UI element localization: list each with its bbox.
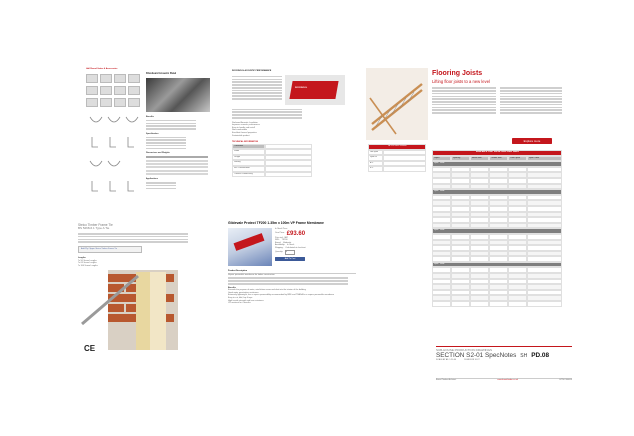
- title-block-footer: [436, 378, 572, 382]
- footer-phone: 07700 900000: [559, 379, 572, 381]
- title-block-header: SUB-HOUSE PRODUCTION DRAWINGS: [436, 348, 493, 352]
- brand-value: Glidevale: [282, 241, 292, 244]
- gutter-thumb[interactable]: [86, 86, 98, 95]
- benefits-list: [228, 286, 356, 305]
- benefit-item: Good water penetration resistance: [228, 291, 259, 294]
- rockwool-product-image: [285, 75, 345, 105]
- joist-illustration: [366, 68, 428, 140]
- gutter-thumb[interactable]: [100, 74, 112, 83]
- approved-spans-table: [368, 144, 426, 172]
- gutter-header: Half Round Gutter & Accessories: [86, 68, 118, 70]
- gutter-thumb[interactable]: [114, 74, 126, 83]
- span-col: Spacing: [451, 156, 470, 162]
- membrane-product-page: [228, 222, 356, 352]
- approval-label: Job span: [368, 150, 383, 156]
- quantity-label: Quantity:: [275, 250, 284, 253]
- tech-row-label: Fire Classification: [232, 166, 265, 172]
- vat-note: Price incl. VAT: [275, 236, 288, 239]
- gutter-thumb[interactable]: [86, 74, 98, 83]
- span-table-row: [432, 223, 562, 229]
- benefit-item: Extremely lightweight, has a vapour permeability recommended by BRE and TRADA for a vapour permeable membrane: [228, 294, 335, 297]
- sheet-label: SH: [520, 353, 528, 359]
- tech-info-header: TECHNICAL INFORMATION: [232, 141, 259, 144]
- gutter-thumb[interactable]: [86, 98, 98, 107]
- shipping-value: Calculated at checkout: [285, 246, 306, 249]
- applications-heading: Applications: [146, 178, 159, 181]
- feature-item: Sustainable product: [232, 134, 250, 137]
- gutter-thumb[interactable]: [128, 86, 140, 95]
- feature-item: Non-combustible: [232, 129, 248, 132]
- rockwool-feature-list: [232, 122, 352, 138]
- in-stock-label: In Stock Price: [275, 228, 288, 230]
- gutter-thumb[interactable]: [114, 98, 126, 107]
- span-table-cell: [508, 256, 527, 262]
- gutter-thumb[interactable]: [100, 86, 112, 95]
- add-to-cart-button[interactable]: [275, 257, 305, 261]
- tech-row-label: Width: [232, 149, 265, 155]
- joists-subtitle: Lifting floor joists to a new level: [432, 79, 490, 84]
- product-title: Glidevale Protect TF200 1.35m x 100m VP Frame Membrane: [228, 221, 324, 225]
- section-title: SECTION S2-01 SpecNotes: [436, 352, 517, 359]
- length-item: 7x 63 Screw Lengths: [78, 262, 97, 265]
- steico-code: BS 5268-6.1 Type A Tie: [78, 226, 110, 230]
- rockwool-title: ROCKWOOL ACOUSTIC PERFORMANCE: [232, 70, 272, 72]
- span-table-cell: [527, 223, 562, 229]
- fibreboard-image: [146, 78, 210, 112]
- span-col: Timber Size: [489, 156, 508, 162]
- price-value: £93.60: [286, 230, 306, 237]
- gutter-thumb-grid: [86, 74, 146, 107]
- span-table-cell: [508, 301, 527, 307]
- drawing-scale: SCALE AT A3: 1:20.00: [436, 359, 457, 361]
- tech-row-label: Density: [232, 160, 265, 166]
- span-table-header: AVAILABLE JOIST METAL WEB SPAN TABLE: [432, 150, 562, 156]
- quantity-input[interactable]: [285, 250, 295, 255]
- length-item: 7x 50 Screw Lengths: [78, 259, 97, 262]
- span-table-cell: [451, 223, 470, 229]
- rockwool-sheet: [232, 70, 352, 220]
- span-table-cell: [432, 301, 451, 307]
- specification-heading: Specification: [146, 132, 159, 135]
- shipping-label: Shipping:: [275, 246, 284, 249]
- gutter-bracket-illustrations: [86, 111, 146, 201]
- left-product-sheet: [86, 68, 146, 218]
- membrane-roll-image[interactable]: [228, 228, 272, 266]
- description-title: Product Description: [228, 270, 356, 274]
- span-table-cell: [527, 256, 562, 262]
- gutter-thumb[interactable]: [114, 86, 126, 95]
- footer-website[interactable]: www.brandtimber.co.uk: [497, 379, 519, 381]
- feature-item: Excellent thermal properties: [232, 131, 257, 134]
- span-table: [432, 150, 562, 307]
- sheet-number: PD.08: [531, 352, 549, 359]
- gutter-thumb[interactable]: [128, 98, 140, 107]
- tech-row-label: Thickness: [232, 144, 265, 150]
- tech-info-table: [232, 144, 312, 178]
- gutter-thumb[interactable]: [100, 98, 112, 107]
- steico-add-button-label: Add Ply Clipper Steico Timber Frame Tie: [81, 247, 118, 250]
- span-table-cell: [489, 184, 508, 190]
- span-table-cell: [470, 223, 489, 229]
- drawing-title-block: [436, 346, 572, 375]
- flooring-joists-sheet: [366, 68, 564, 300]
- span-table-row: [432, 184, 562, 190]
- span-table-cell: [508, 223, 527, 229]
- span-table-cell: [451, 184, 470, 190]
- span-table-cell: [489, 223, 508, 229]
- span-table-cell: [451, 301, 470, 307]
- steico-title: Steico Timber Frame Tie: [78, 223, 113, 227]
- length-item: 7x 100 Screw Lengths: [78, 264, 98, 267]
- span-col: Depth: [432, 156, 451, 162]
- span-group-header: Spec. Table: [432, 189, 562, 195]
- span-group-header: Spec. Table: [432, 262, 562, 268]
- approved-spans-header: APPROVED SPANS: [368, 144, 426, 150]
- dimensions-heading: Dimensions and Weights: [146, 152, 170, 155]
- availability-label: Availability:: [275, 244, 285, 247]
- feature-item: Improves acoustic performance: [232, 124, 260, 127]
- span-table-cell: [489, 256, 508, 262]
- ce-mark: CE: [84, 344, 96, 353]
- span-table-cell: [451, 256, 470, 262]
- availability-value: In Stock: [286, 244, 295, 247]
- approval-label: A.L.: [368, 161, 383, 167]
- span-table-cell: [508, 184, 527, 190]
- span-col: Span Table: [527, 156, 562, 162]
- span-table-cell: [470, 301, 489, 307]
- feature-item: Easy to handle and install: [232, 126, 255, 129]
- span-group-header: Spec. Table: [432, 161, 562, 167]
- span-table-cell: [432, 256, 451, 262]
- benefit-item: Easy to cut, fold, lap & tape: [228, 296, 253, 299]
- span-table-body: [432, 161, 562, 306]
- span-col: Clear Span: [508, 156, 527, 162]
- span-table-cell: [470, 256, 489, 262]
- rockwool-brand: ROCKWOOL: [295, 86, 308, 89]
- benefit-item: Exceeds the purpose of water, wind driven snow and dust into the interior of the building: [228, 289, 306, 292]
- span-table-columns: [432, 156, 562, 162]
- benefits-label: Benefits: [228, 286, 236, 289]
- explore-button[interactable]: [512, 138, 552, 144]
- joists-title: Flooring Joists: [432, 70, 483, 77]
- tech-row-label: Thermal Conductivity: [232, 172, 265, 178]
- description-subtitle: Vapour permeable membrane for timber construction: [228, 273, 275, 276]
- tech-row-label: Length: [232, 155, 265, 161]
- approval-label: B.L.: [368, 166, 383, 172]
- sku-label: SKU:: [275, 239, 280, 242]
- benefit-item: High tensile strength and tear resistance: [228, 299, 264, 302]
- dimensions-table: [146, 156, 208, 175]
- explore-button-label: Explore more: [523, 139, 541, 143]
- span-table-cell: [470, 184, 489, 190]
- feature-item: Rockwool Acoustic Insulation: [232, 121, 258, 124]
- span-table-cell: [432, 184, 451, 190]
- benefit-item: UV resistant for 4 months: [228, 302, 251, 305]
- footer-company: Brand Timber Architect: [436, 379, 457, 381]
- sku-value: TF200: [281, 239, 288, 242]
- span-group-header: Spec. Table: [432, 228, 562, 234]
- benefits-heading: Benefits: [146, 116, 154, 118]
- span-table-cell: [489, 301, 508, 307]
- approval-label: Span to: [368, 155, 383, 161]
- add-to-cart-label: Add To Cart: [284, 257, 296, 260]
- drawing-date: 10/08/2018 10:27: [464, 359, 480, 361]
- span-table-cell: [527, 301, 562, 307]
- span-table-row: [432, 256, 562, 262]
- timber-frame-tie-illustration: [78, 264, 198, 354]
- span-table-cell: [527, 184, 562, 190]
- span-table-cell: [432, 223, 451, 229]
- steico-add-button[interactable]: [78, 246, 142, 253]
- span-col: Metal Web: [470, 156, 489, 162]
- price-label: Your Price:: [275, 232, 285, 235]
- span-table-row: [432, 301, 562, 307]
- steico-tie-sheet: [78, 224, 208, 364]
- brand-label: Brand:: [275, 241, 281, 244]
- gutter-thumb[interactable]: [128, 74, 140, 83]
- fibreboard-column: [146, 72, 216, 222]
- fibreboard-title: Fibreboard Acoustic Panel: [146, 72, 177, 75]
- lengths-label: Lengths: [78, 256, 86, 259]
